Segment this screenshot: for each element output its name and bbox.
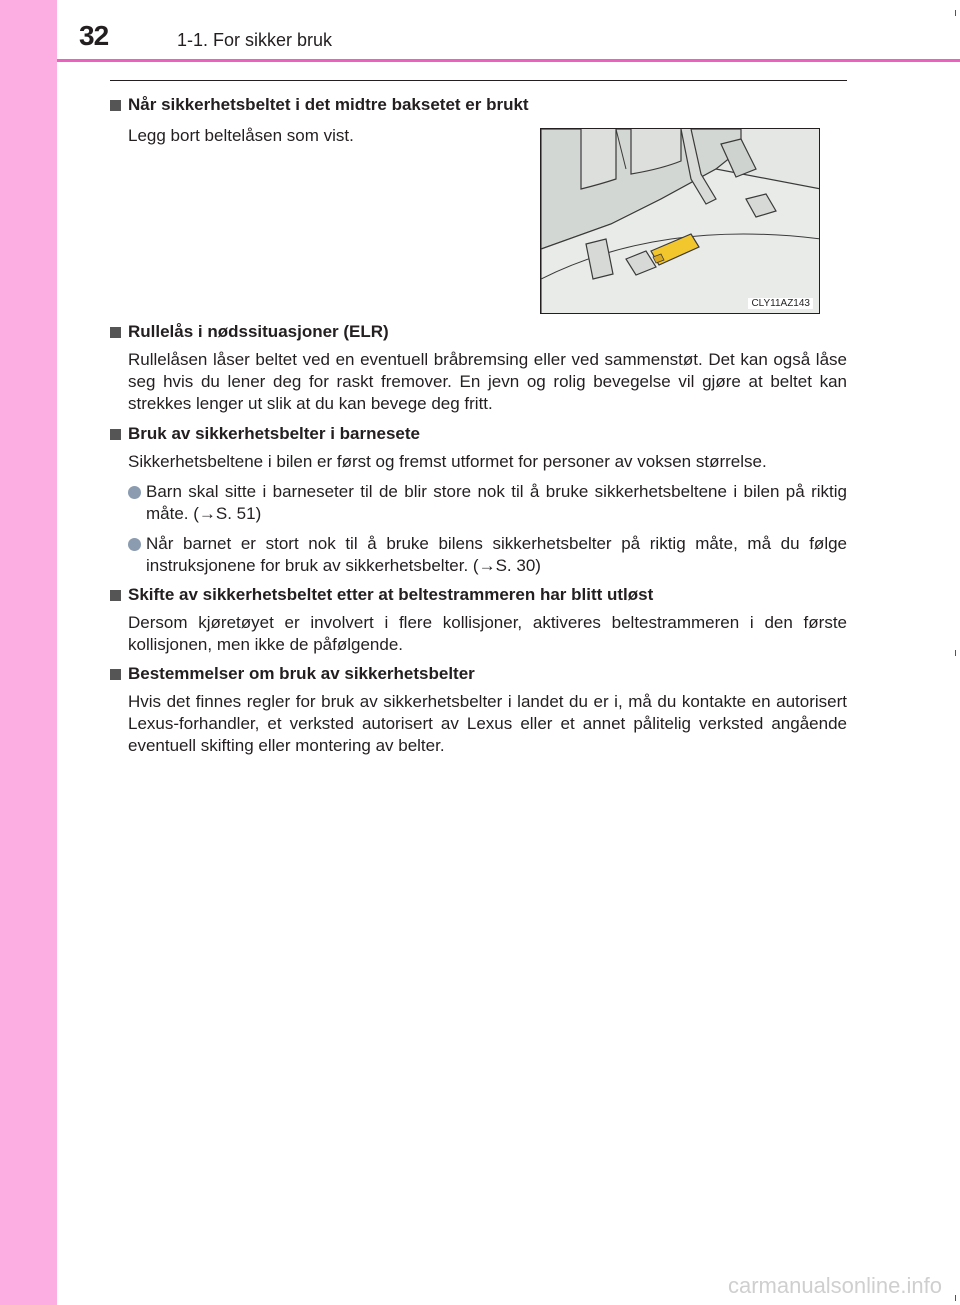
square-bullet-icon (110, 429, 121, 440)
section-pretensioner (110, 583, 847, 656)
figure-code: CLY11AZ143 (748, 298, 813, 309)
page-number: 32 (79, 20, 109, 51)
edge-tick (955, 10, 956, 16)
header-divider (57, 59, 960, 62)
chapter-title: 1-1. For sikker bruk (177, 30, 333, 50)
list-item: Barn skal sitte i barneseter til de blir store nok til å bruke sikkerhetsbeltene i bilen på riktig måte. (→S. 51) (128, 481, 847, 525)
section-text: Dersom kjøretøyet er involvert i flere kollisjoner, aktiveres beltestrammeren i den første kollisjonen, men ikke de påfølgende. (128, 613, 847, 654)
round-bullet-icon (128, 486, 141, 499)
section-text: Rullelåsen låser beltet ved en eventuell bråbremsing eller ved sammenstøt. Det kan også låse seg hvis du lener deg for raskt fremover. En jevn og rolig bevegelse vil gjøre at beltet kan strekkes lenger ut slik at du kan bevege deg fritt. (128, 350, 847, 413)
list-item: Når barnet er stort nok til å bruke bilens sikkerhetsbelter på riktig måte, må du følge instruksjonene for bruk av sikkerhetsbelter. (→S. 30) (128, 533, 847, 577)
page-header (57, 0, 960, 60)
section-text: Legg bort beltelåsen som vist. (128, 126, 354, 145)
round-bullet-icon (128, 538, 141, 551)
chapter-side-tab (0, 0, 57, 1305)
section-heading: Bestemmelser om bruk av sikkerhetsbelter (110, 662, 847, 686)
square-bullet-icon (110, 590, 121, 601)
watermark: carmanualsonline.info (727, 1273, 942, 1298)
section-heading: Rullelås i nødssituasjoner (ELR) (110, 320, 847, 344)
edge-tick (955, 650, 956, 656)
section-elr (110, 320, 847, 415)
section-heading: Når sikkerhetsbeltet i det midtre baksetet er brukt (110, 93, 847, 117)
section-regulations (110, 662, 847, 757)
top-rule (110, 80, 847, 81)
square-bullet-icon (110, 669, 121, 680)
edge-tick (955, 1295, 956, 1301)
rear-seat-drawing (541, 129, 820, 314)
section-text: Sikkerhetsbeltene i bilen er først og fremst utformet for personer av voksen størrelse. (128, 452, 767, 471)
section-heading: Bruk av sikkerhetsbelter i barnesete (110, 422, 847, 446)
square-bullet-icon (110, 327, 121, 338)
section-text: Hvis det finnes regler for bruk av sikkerhetsbelter i landet du er i, må du kontakte en autorisert Lexus-forhandler, et verksted autorisert av Lexus eller et annet pålitelig verksted angående eventuell skifting eller montering av belter. (128, 692, 847, 755)
section-heading: Skifte av sikkerhetsbeltet etter at beltestrammeren har blitt utløst (110, 583, 847, 607)
square-bullet-icon (110, 100, 121, 111)
section-child-seat (110, 422, 847, 577)
seat-belt-illustration (540, 128, 820, 314)
